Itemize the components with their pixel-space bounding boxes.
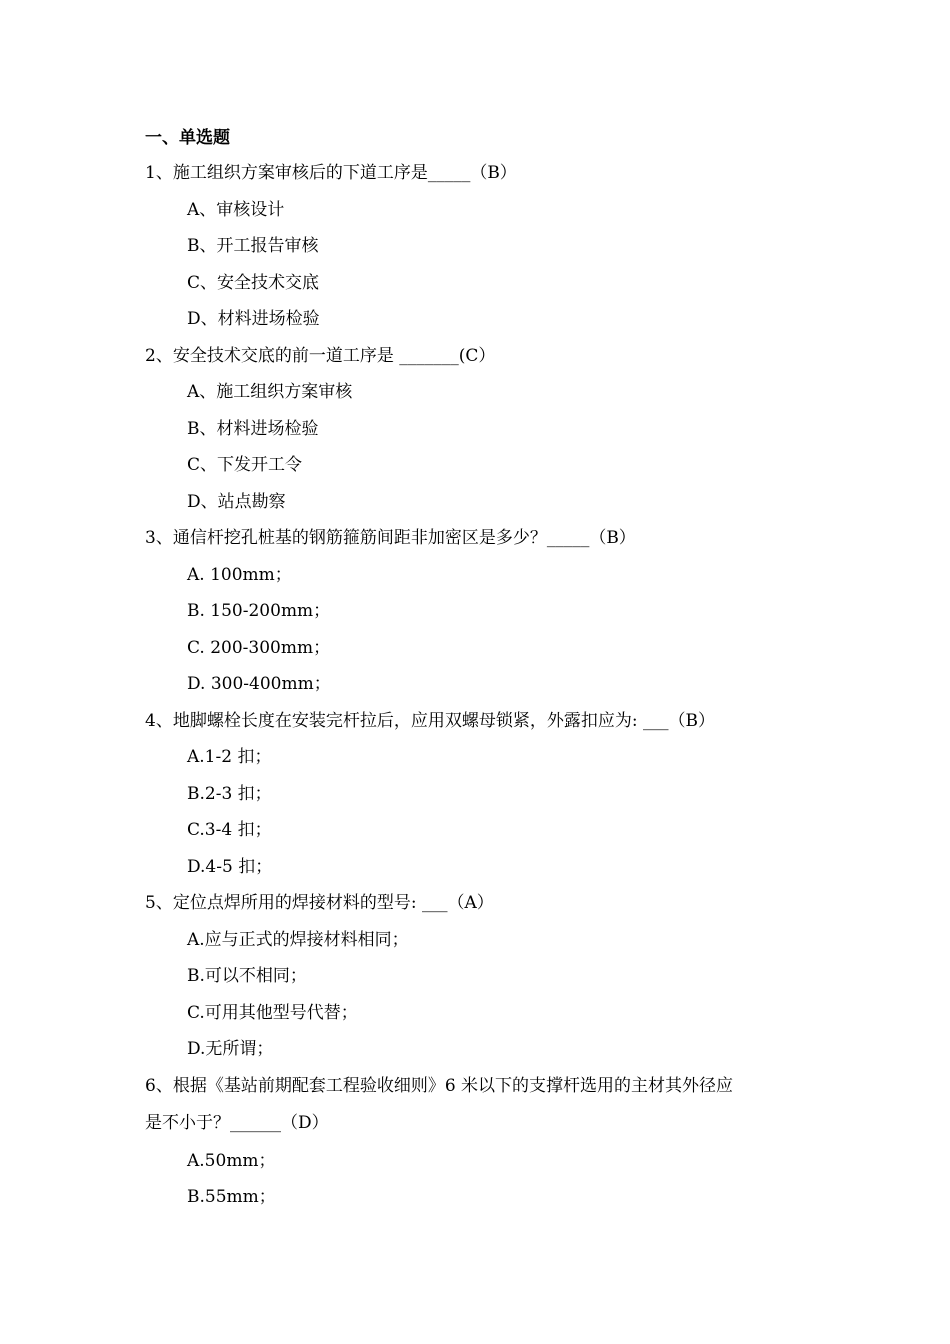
question-2-option-c: C、下发开工令 (187, 455, 303, 475)
question-6-stem: 6、根据《基站前期配套工程验收细则》6 米以下的支撑杆选用的主材其外径应 (145, 1076, 734, 1096)
question-2-stem: 2、安全技术交底的前一道工序是 _______(C） (145, 346, 496, 366)
question-3-option-c: C. 200-300mm； (187, 638, 331, 658)
question-1-option-d: D、材料进场检验 (187, 309, 320, 329)
question-5-option-b: B.可以不相同； (187, 966, 307, 986)
question-4-option-d: D.4-5 扣； (187, 857, 273, 877)
question-6-option-a: A.50mm； (187, 1151, 276, 1171)
question-3-stem: 3、通信杆挖孔桩基的钢筋箍筋间距非加密区是多少？_____（B） (145, 528, 636, 548)
question-6-stem-continued: 是不小于？______（D） (145, 1113, 329, 1133)
question-2-option-d: D、站点勘察 (187, 492, 286, 512)
question-3-option-a: A. 100mm； (187, 565, 292, 585)
question-5-option-d: D.无所谓； (187, 1039, 274, 1059)
question-5-option-c: C.可用其他型号代替； (187, 1003, 358, 1023)
question-2-option-b: B、材料进场检验 (187, 419, 319, 439)
question-1-option-a: A、审核设计 (187, 200, 285, 220)
question-5-option-a: A.应与正式的焊接材料相同； (187, 930, 409, 950)
question-5-stem: 5、定位点焊所用的焊接材料的型号: ___（A） (145, 893, 494, 913)
question-4-option-a: A.1-2 扣； (187, 747, 272, 767)
section-heading: 一、单选题 (145, 128, 230, 148)
question-1-stem: 1、施工组织方案审核后的下道工序是_____（B） (145, 163, 517, 183)
question-4-stem: 4、地脚螺栓长度在安装完杆拉后，应用双螺母锁紧，外露扣应为: ___（B） (145, 711, 715, 731)
question-4-option-b: B.2-3 扣； (187, 784, 272, 804)
question-1-option-c: C、安全技术交底 (187, 273, 320, 293)
question-6-option-b: B.55mm； (187, 1187, 276, 1207)
question-1-option-b: B、开工报告审核 (187, 236, 319, 256)
question-3-option-d: D. 300-400mm； (187, 674, 331, 694)
question-3-option-b: B. 150-200mm； (187, 601, 331, 621)
question-4-option-c: C.3-4 扣； (187, 820, 272, 840)
question-2-option-a: A、施工组织方案审核 (187, 382, 353, 402)
